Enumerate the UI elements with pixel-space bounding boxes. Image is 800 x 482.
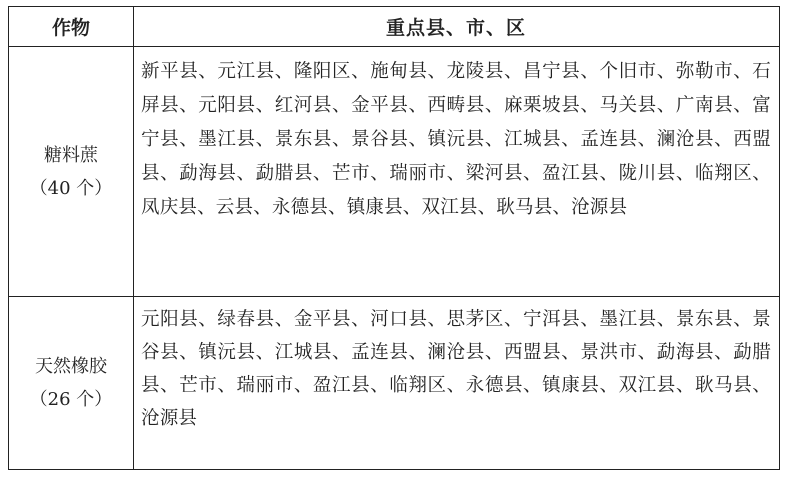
crop-cell (9, 47, 133, 296)
header-areas: 重点县、市、区 (385, 17, 526, 39)
table-row-rubber (9, 297, 779, 469)
header-crop: 作物 (51, 17, 90, 39)
table-row-sugarcane (9, 47, 779, 297)
crop-name: 天然橡胶 (35, 356, 107, 377)
crop-count: （40 个） (29, 177, 113, 199)
areas-cell: 元阳县、绿春县、金平县、河口县、思茅区、宁洱县、墨江县、景东县、景谷县、镇沅县、江城县、孟连县、澜沧县、西盟县、景洪市、勐海县、勐腊县、芒市、瑞丽市、盈江县、临翔区、永德县、镇康县、双江县、耿马县、沧源县 (141, 309, 771, 429)
areas-cell: 新平县、元江县、隆阳区、施甸县、龙陵县、昌宁县、个旧市、弥勒市、石屏县、元阳县、红河县、金平县、西畴县、麻栗坡县、马关县、广南县、富宁县、墨江县、景东县、景谷县、镇沅县、江城县、孟连县、澜沧县、西盟县、勐海县、勐腊县、芒市、瑞丽市、梁河县、盈江县、陇川县、临翔区、凤庆县、云县、永德县、镇康县、双江县、耿马县、沧源县 (141, 61, 771, 218)
crop-name: 糖料蔗 (44, 144, 98, 166)
table-header (9, 7, 779, 47)
crop-count: （26 个） (29, 389, 113, 410)
crop-cell (9, 297, 133, 469)
crop-key-areas-table (8, 6, 780, 470)
